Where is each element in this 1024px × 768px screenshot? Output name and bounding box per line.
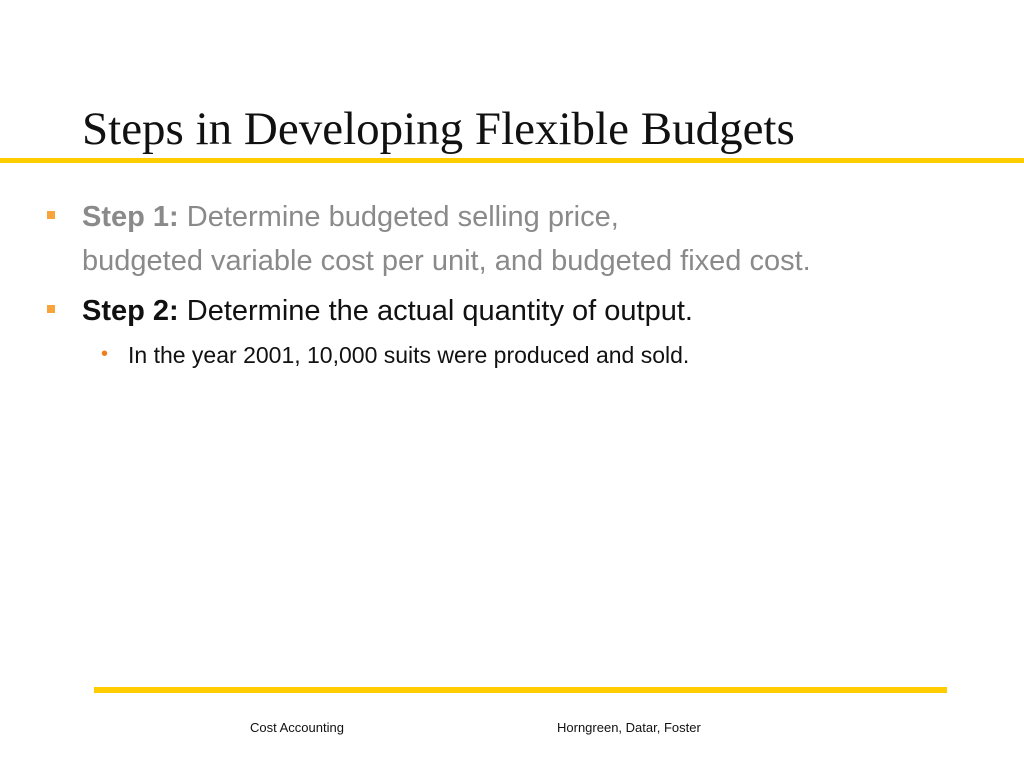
- step-1-label: Step 1:: [82, 201, 179, 233]
- footer-authors: Horngreen, Datar, Foster: [557, 720, 701, 735]
- bullet-step-2: [82, 289, 693, 333]
- bullet-square-icon: [47, 305, 55, 313]
- title-divider: [0, 158, 1024, 163]
- step-1-text: Determine budgeted selling price,: [178, 201, 619, 233]
- footer-course: Cost Accounting: [250, 720, 344, 735]
- bullet-step-1: [82, 195, 619, 239]
- slide-title: Steps in Developing Flexible Budgets: [82, 103, 795, 155]
- bullet-dot-icon: •: [101, 343, 109, 365]
- sub-bullet-item: In the year 2001, 10,000 suits were produced and sold.: [128, 342, 690, 368]
- step-2-text: Determine the actual quantity of output.: [178, 295, 693, 327]
- step-2-label: Step 2:: [82, 295, 179, 327]
- footer-divider: [94, 687, 947, 693]
- bullet-step-1-continuation: budgeted variable cost per unit, and budgeted fixed cost.: [82, 245, 811, 277]
- bullet-square-icon: [47, 211, 55, 219]
